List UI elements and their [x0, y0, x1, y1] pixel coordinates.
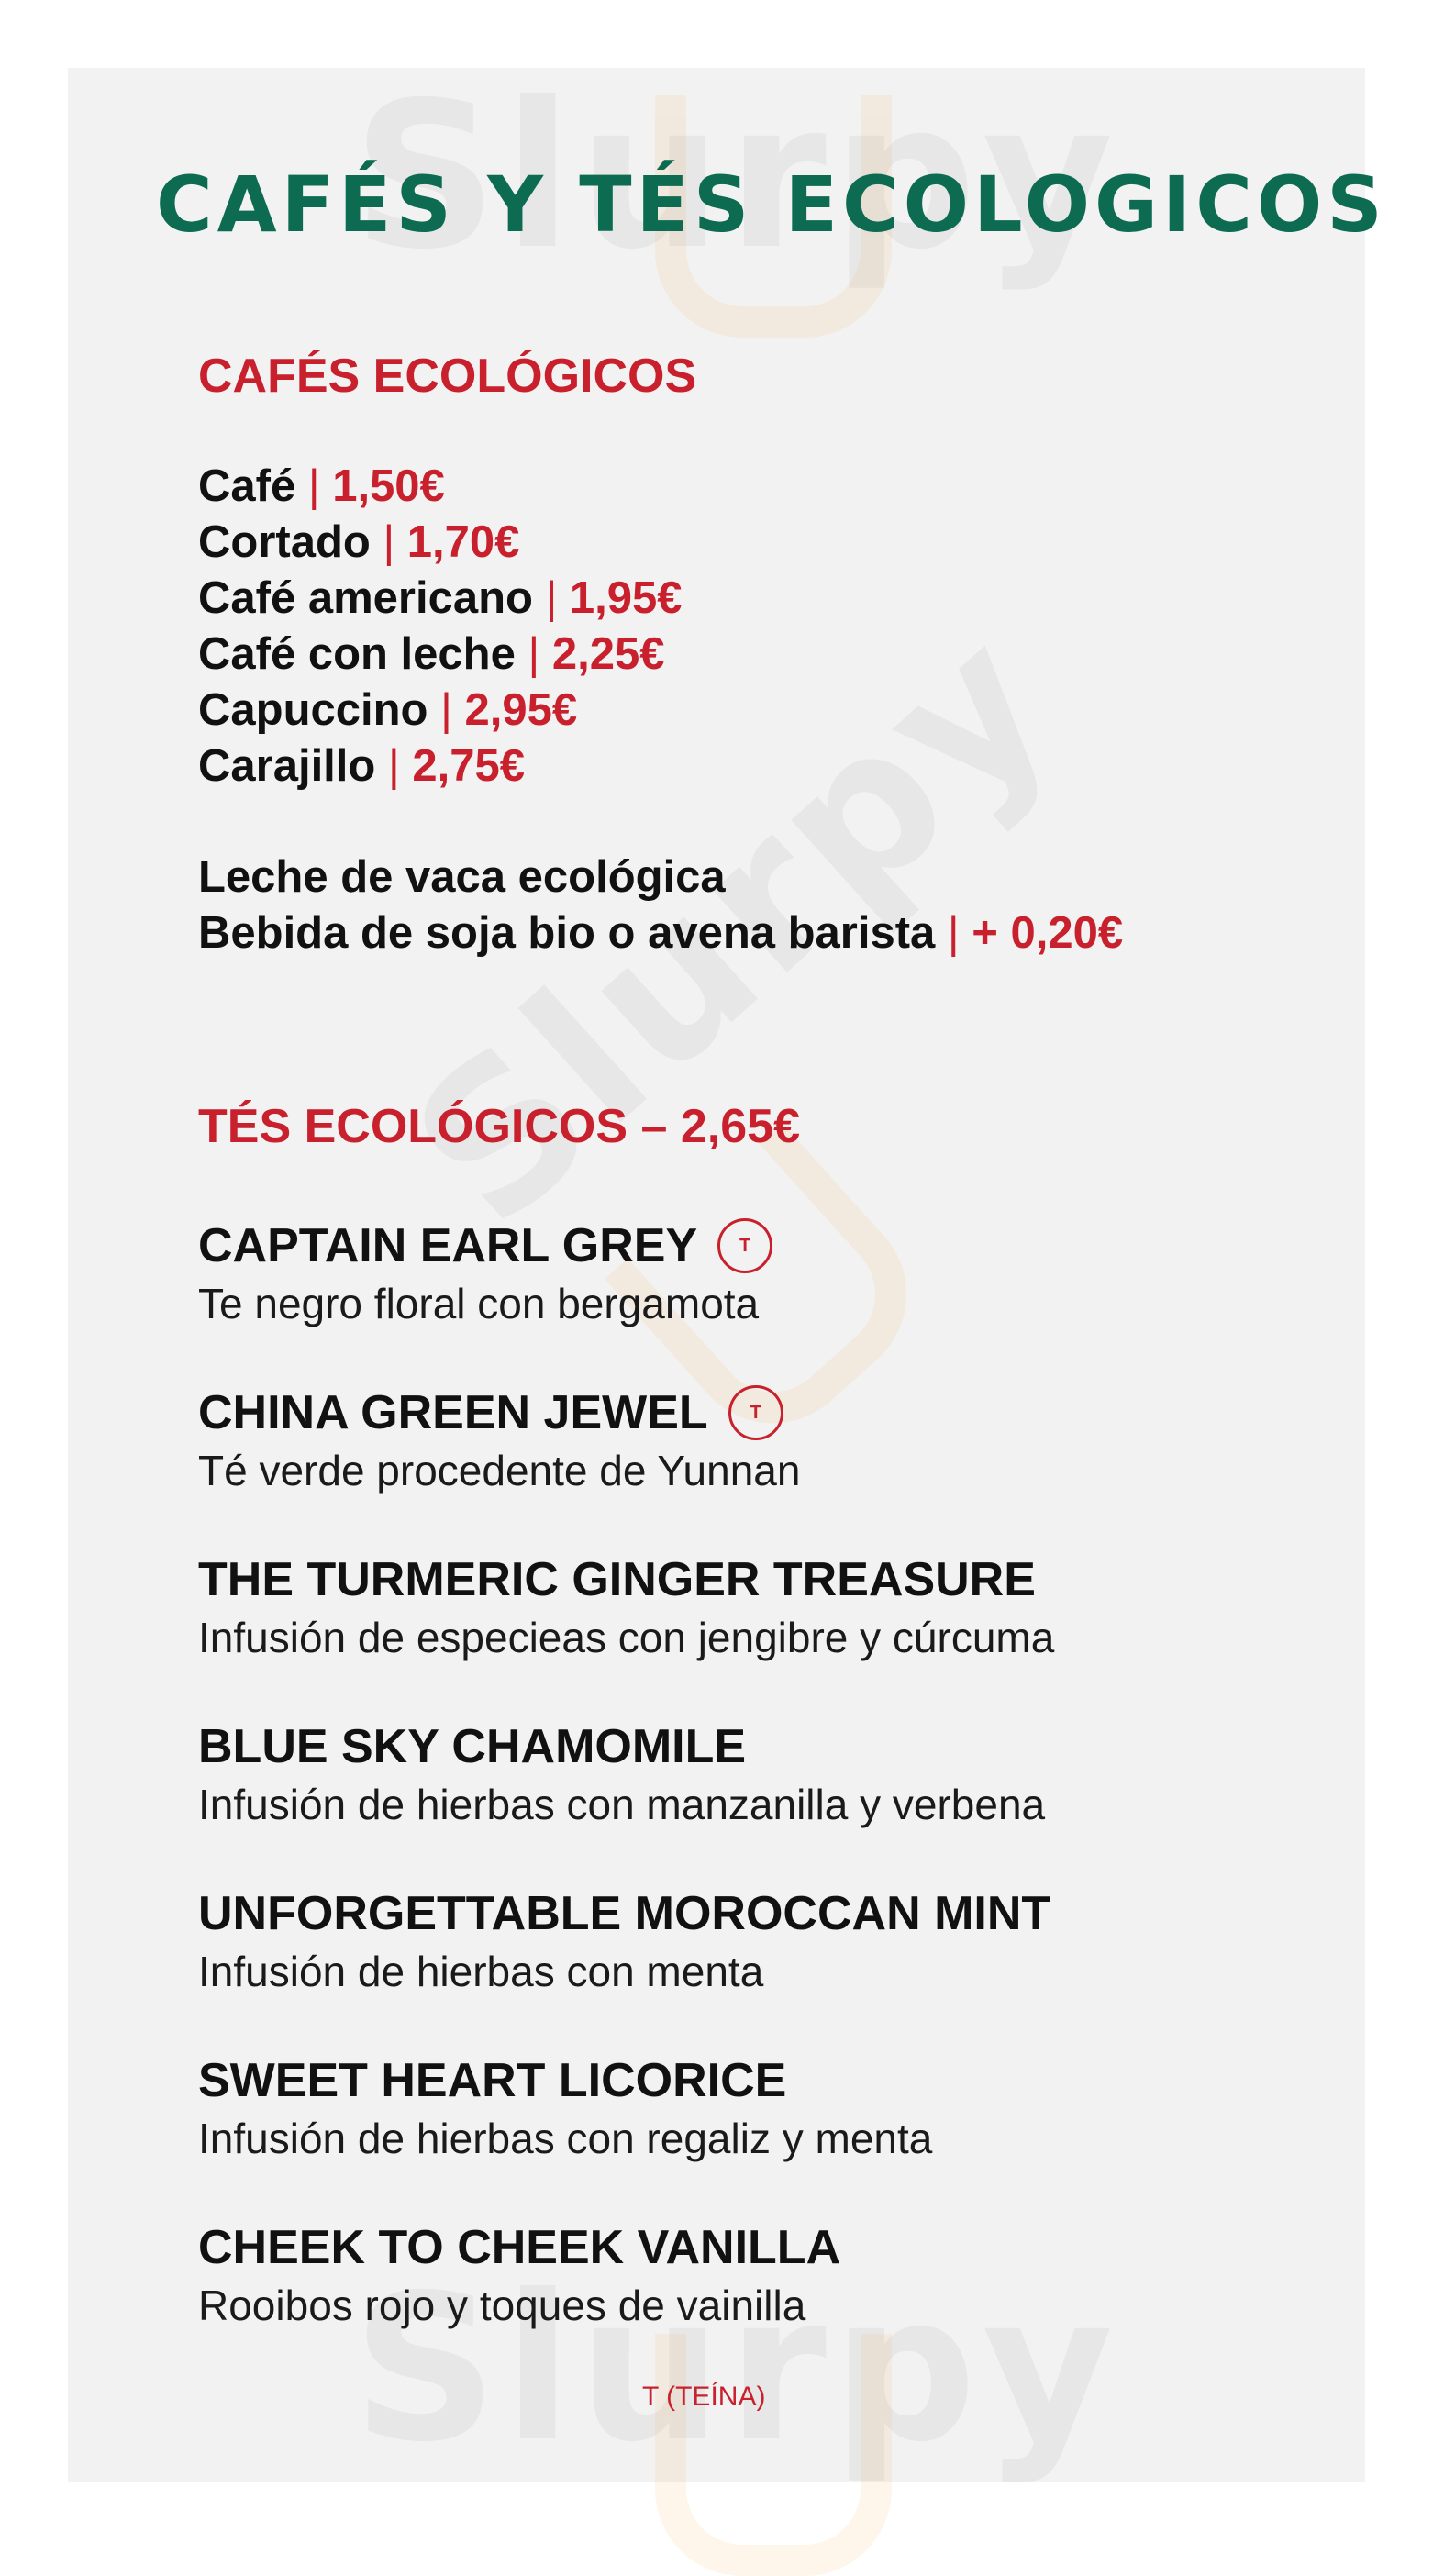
tea-name-text: UNFORGETTABLE MOROCCAN MINT — [198, 1887, 1051, 1940]
tea-item-description: Infusión de hierbas con manzanilla y verbena — [198, 1781, 1046, 1828]
tea-item-description: Infusión de especieas con jengibre y cúrcuma — [198, 1614, 1055, 1661]
coffee-item — [198, 684, 577, 736]
milk-option-price: + 0,20€ — [972, 908, 1124, 958]
milk-option-line — [198, 907, 1123, 959]
tea-item-description: Te negro floral con bergamota — [198, 1280, 760, 1327]
coffee-item-price: 1,70€ — [406, 517, 520, 567]
coffee-item-name: Café con leche — [198, 629, 516, 679]
coffee-item — [198, 516, 519, 568]
theine-badge-icon: T — [717, 1218, 772, 1273]
tea-item-name — [198, 2220, 840, 2275]
tea-item-name — [198, 1886, 1050, 1941]
tea-name-text: BLUE SKY CHAMOMILE — [198, 1720, 747, 1773]
coffee-item — [198, 740, 525, 792]
tea-item-description: Infusión de hierbas con regaliz y menta — [198, 2115, 933, 2162]
coffee-item-price: 1,95€ — [569, 573, 683, 623]
coffee-item-price: 2,95€ — [464, 685, 578, 735]
coffee-item-name: Cortado — [198, 517, 371, 567]
watermark-cup-icon — [655, 2334, 892, 2576]
theine-footnote: T (TEÍNA) — [642, 2382, 766, 2412]
tea-item-name — [198, 2053, 786, 2108]
tea-item-name — [198, 1719, 746, 1774]
price-separator: | — [375, 741, 413, 791]
coffee-item-price: 2,75€ — [412, 741, 525, 791]
coffee-item — [198, 572, 683, 624]
tea-item-description: Rooibos rojo y toques de vainilla — [198, 2282, 806, 2329]
coffee-item-name: Café — [198, 461, 296, 511]
tea-name-text: CHEEK TO CHEEK VANILLA — [198, 2221, 841, 2274]
tea-item-description: Té verde procedente de Yunnan — [198, 1447, 801, 1494]
price-separator: | — [428, 685, 465, 735]
coffee-item-price: 2,25€ — [551, 629, 665, 679]
tea-name-text: CAPTAIN EARL GREY — [198, 1219, 698, 1272]
price-separator: | — [515, 629, 552, 679]
coffee-item — [198, 461, 445, 512]
coffee-item-name: Carajillo — [198, 741, 376, 791]
tea-name-text: THE TURMERIC GINGER TREASURE — [198, 1553, 1036, 1606]
price-separator: | — [370, 517, 407, 567]
tea-section-title: TÉS ECOLÓGICOS — [198, 1100, 628, 1153]
coffee-item-price: 1,50€ — [332, 461, 445, 511]
tea-item-description: Infusión de hierbas con menta — [198, 1948, 764, 1995]
coffee-item — [198, 628, 664, 680]
tea-name-text: SWEET HEART LICORICE — [198, 2054, 787, 2107]
coffee-item-name: Café americano — [198, 573, 533, 623]
milk-option-name: Bebida de soja bio o avena barista — [198, 908, 936, 958]
menu-title: CAFÉS Y TÉS ECOLOGICOS — [156, 160, 1387, 250]
tea-item-name — [198, 1552, 1036, 1607]
price-separator: | — [532, 573, 570, 623]
tea-item-name — [198, 1385, 783, 1440]
theine-badge-icon: T — [728, 1385, 783, 1440]
price-separator: | — [295, 461, 333, 511]
coffee-section-heading: CAFÉS ECOLÓGICOS — [198, 350, 697, 403]
price-separator: | — [935, 908, 972, 958]
tea-name-text: CHINA GREEN JEWEL — [198, 1386, 708, 1439]
menu-page — [68, 68, 1387, 2482]
milk-option-line: Leche de vaca ecológica — [198, 852, 726, 902]
tea-section-heading — [198, 1099, 800, 1154]
coffee-item-name: Capuccino — [198, 685, 428, 735]
tea-section-price: – 2,65€ — [640, 1100, 801, 1153]
tea-item-name — [198, 1218, 772, 1273]
